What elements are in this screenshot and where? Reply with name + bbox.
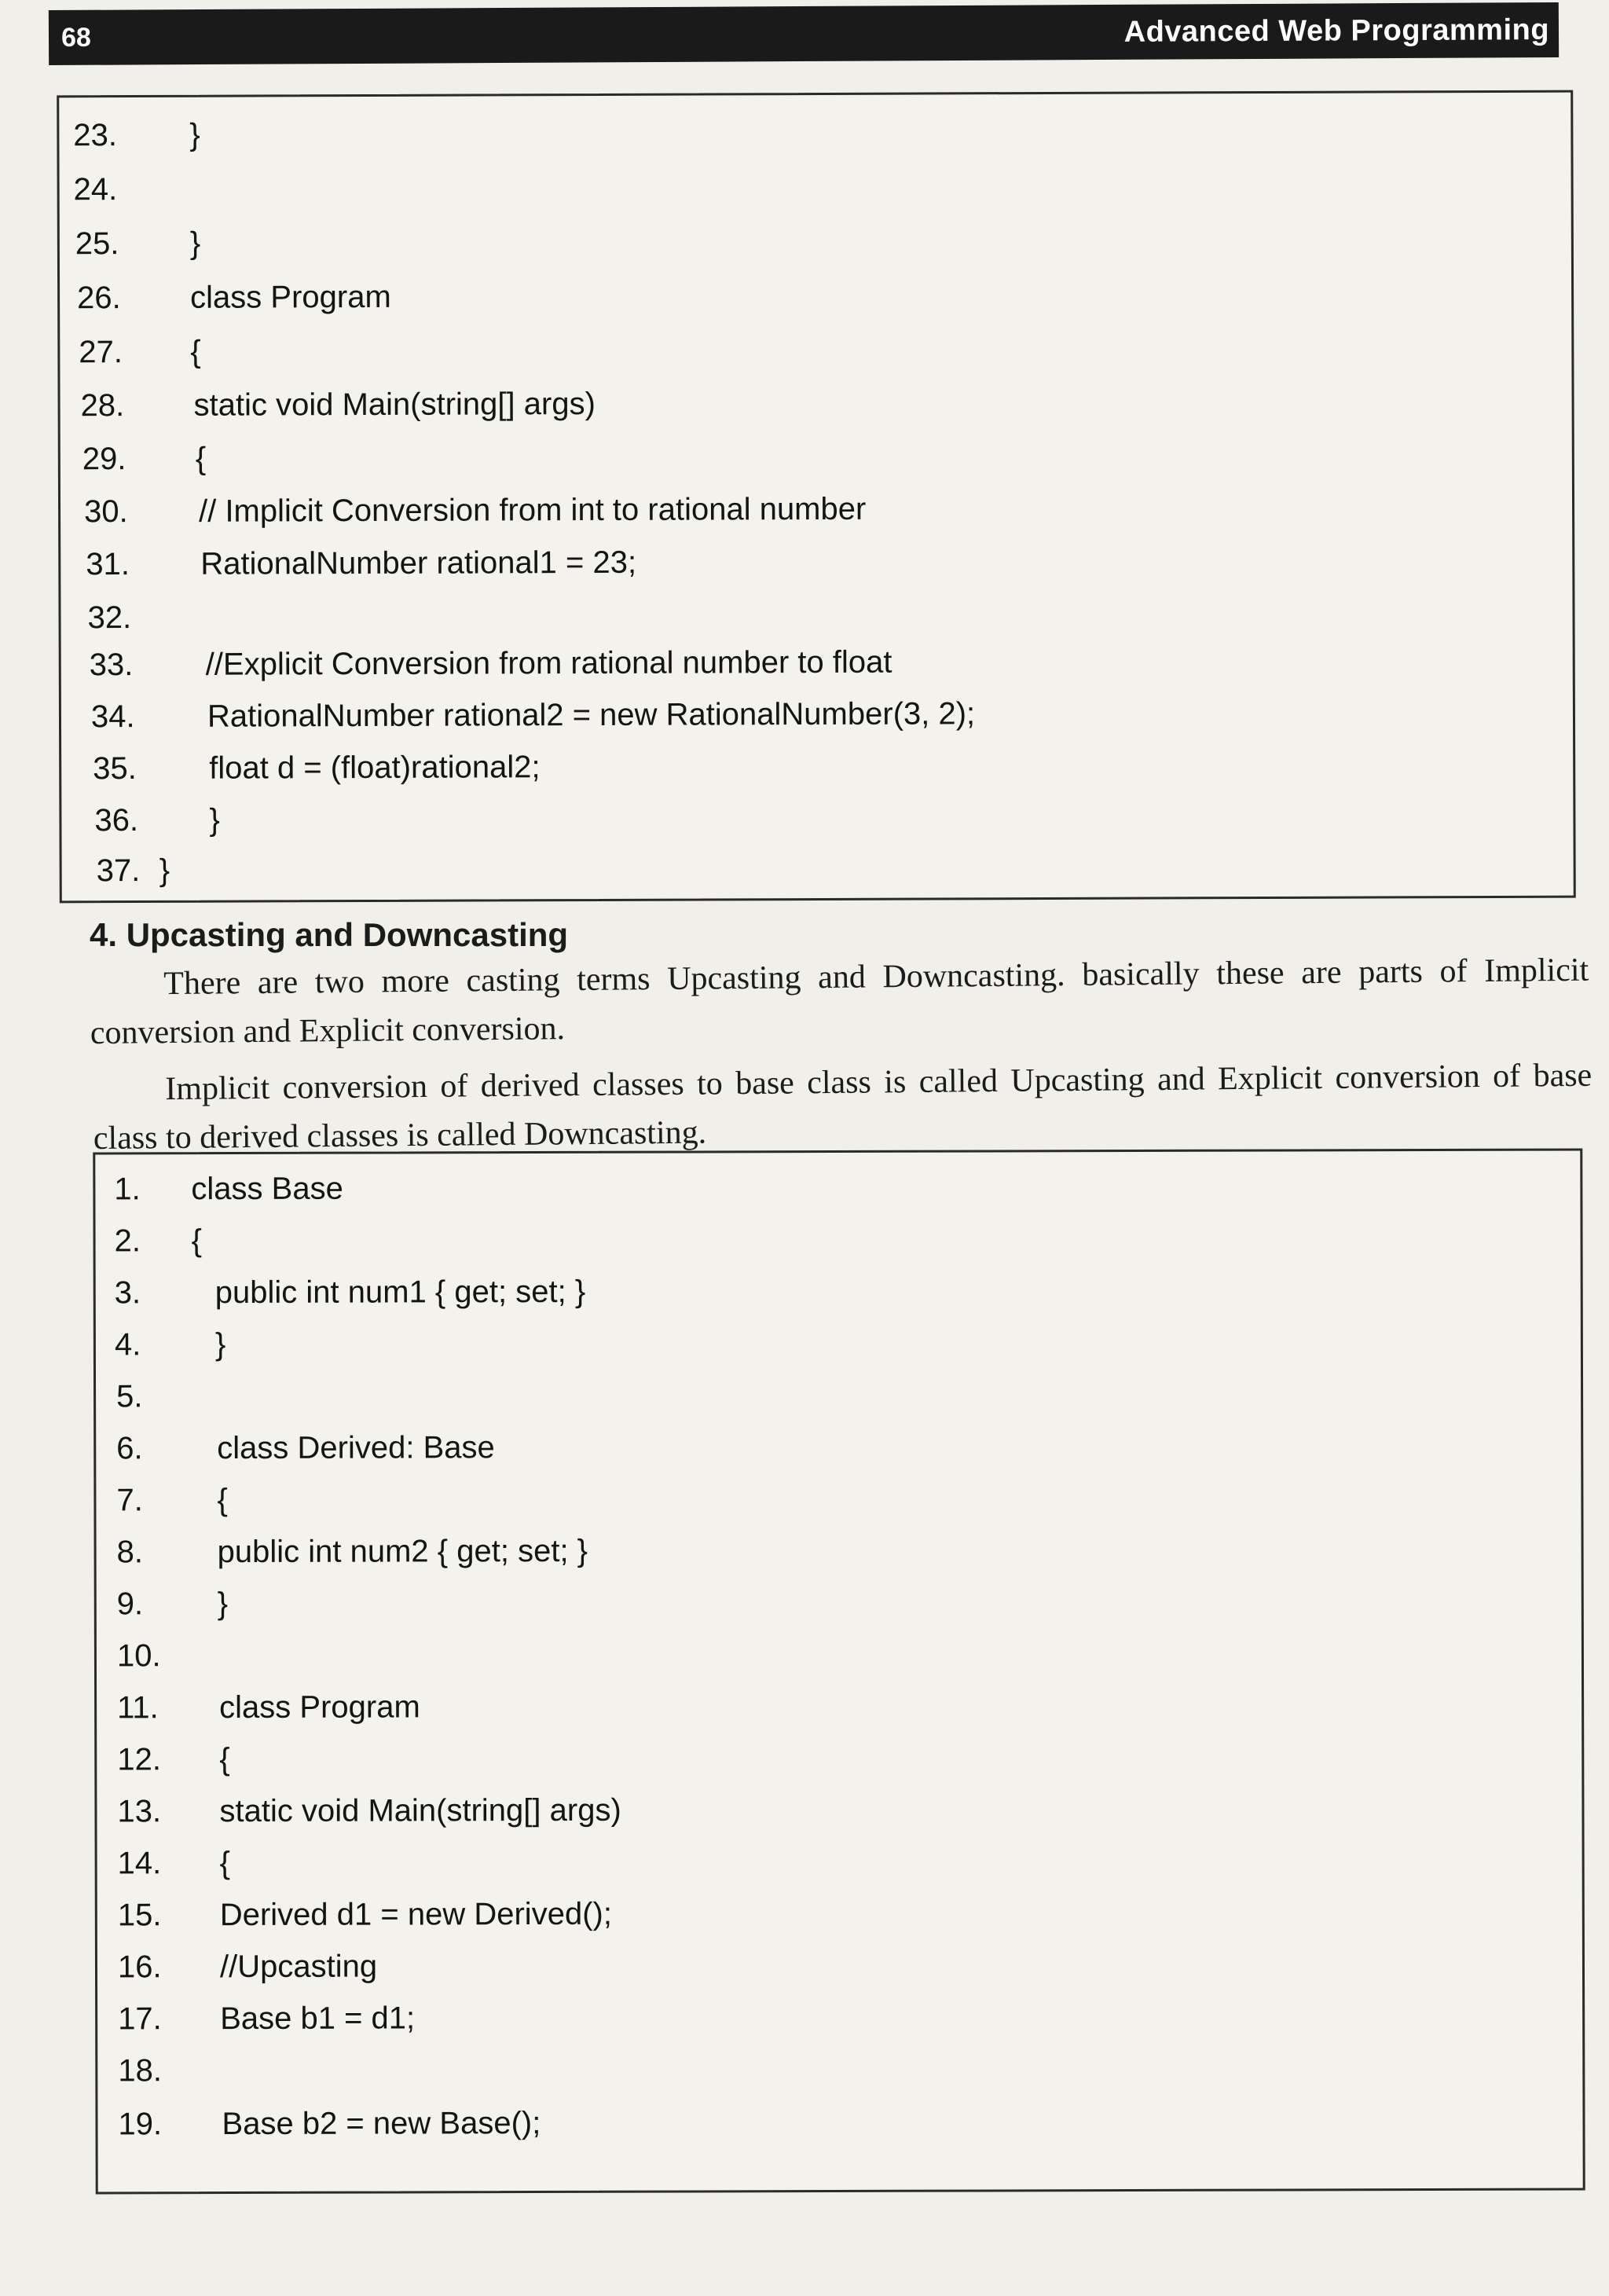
- code-text: }: [209, 802, 220, 838]
- line-number: 5.: [116, 1379, 143, 1414]
- code-line: [93, 750, 541, 787]
- line-number: 33.: [89, 647, 134, 683]
- line-number: 24.: [73, 172, 118, 207]
- code-line: [117, 1742, 229, 1777]
- code-text: static void Main(string[] args): [219, 1792, 621, 1829]
- code-line: [82, 442, 207, 478]
- line-number: 29.: [82, 442, 126, 477]
- code-line: [116, 1379, 217, 1414]
- line-number: 2.: [114, 1223, 141, 1259]
- code-text: Derived d1 = new Derived();: [219, 1896, 612, 1933]
- code-line: [79, 335, 201, 371]
- paragraph-intro: There are two more casting terms Upcasting and Downcasting. basically these are parts of Implicit conversion and Explicit conversion.: [90, 952, 1589, 1051]
- code-text: public int num1 { get; set; }: [214, 1274, 586, 1311]
- line-number: 27.: [79, 335, 123, 370]
- line-number: 26.: [77, 281, 121, 316]
- line-number: 37.: [96, 853, 141, 889]
- code-line: [115, 1223, 202, 1259]
- code-text: {: [219, 1846, 231, 1881]
- code-line: [94, 803, 220, 839]
- code-line: [75, 226, 201, 262]
- line-number: 14.: [117, 1846, 162, 1881]
- code-text: {: [217, 1483, 228, 1518]
- line-number: 28.: [80, 388, 125, 424]
- code-block-upcasting: [93, 1149, 1585, 2195]
- line-number: 7.: [116, 1483, 143, 1518]
- code-text: public int num2 { get; set; }: [217, 1533, 588, 1570]
- page-header: [49, 2, 1559, 65]
- line-number: 32.: [87, 600, 132, 636]
- code-line: [118, 2053, 220, 2089]
- code-text: }: [217, 1586, 229, 1622]
- page-number: 68: [60, 22, 91, 53]
- code-line: [90, 645, 892, 684]
- line-number: 19.: [118, 2107, 163, 2142]
- code-line: [77, 280, 391, 316]
- code-text: }: [189, 226, 201, 261]
- section-heading: 4. Upcasting and Downcasting: [90, 916, 569, 953]
- code-line: [81, 387, 596, 424]
- code-line: [97, 853, 170, 889]
- code-text: {: [191, 1223, 202, 1259]
- code-line: [115, 1327, 225, 1363]
- code-line: [118, 1846, 230, 1881]
- line-number: 1.: [114, 1172, 141, 1207]
- line-number: 25.: [75, 226, 119, 262]
- code-line: [73, 118, 200, 154]
- code-text: // Implicit Conversion from int to rational number: [198, 491, 867, 529]
- code-line: [117, 1793, 621, 1830]
- code-text: Base b2 = new Base();: [222, 2105, 541, 2142]
- code-text: {: [195, 441, 207, 476]
- code-text: static void Main(string[] args): [193, 386, 596, 423]
- code-text: }: [214, 1327, 226, 1363]
- line-number: 36.: [94, 803, 139, 838]
- code-text: class Program: [190, 279, 391, 315]
- line-number: 10.: [116, 1638, 161, 1674]
- code-line: [118, 2001, 415, 2037]
- code-line: [91, 696, 975, 735]
- code-line: [116, 1483, 227, 1518]
- code-text: }: [159, 853, 170, 888]
- code-text: class Base: [191, 1171, 343, 1207]
- code-text: {: [219, 1742, 230, 1777]
- line-number: 12.: [117, 1742, 161, 1777]
- code-line: [117, 1534, 588, 1571]
- line-number: 11.: [117, 1690, 159, 1726]
- code-line: [118, 1897, 612, 1934]
- code-line: [118, 1949, 377, 1986]
- line-number: 3.: [114, 1275, 141, 1311]
- code-line: [117, 1586, 228, 1622]
- line-number: 9.: [116, 1586, 144, 1622]
- code-line: [115, 1275, 586, 1311]
- code-text: RationalNumber rational1 = 23;: [200, 545, 637, 581]
- line-number: 34.: [90, 699, 135, 735]
- line-number: 6.: [116, 1431, 143, 1466]
- code-line: [117, 1638, 218, 1674]
- line-number: 13.: [117, 1794, 162, 1829]
- code-text: float d = (float)rational2;: [209, 750, 541, 786]
- code-line: [114, 1172, 343, 1208]
- line-number: 17.: [118, 2001, 162, 2037]
- line-number: 35.: [93, 751, 137, 787]
- code-line: [87, 600, 202, 636]
- line-number: 30.: [83, 494, 128, 530]
- code-line: [74, 172, 190, 208]
- code-text: //Upcasting: [219, 1949, 378, 1985]
- code-text: }: [189, 117, 200, 152]
- code-line: [84, 492, 866, 530]
- code-line: [116, 1430, 495, 1466]
- code-text: Base b1 = d1;: [220, 2001, 416, 2037]
- code-line: [118, 2106, 541, 2142]
- code-text: //Explicit Conversion from rational number to float: [205, 644, 892, 682]
- line-number: 18.: [118, 2053, 162, 2089]
- line-number: 16.: [117, 1949, 162, 1985]
- line-number: 4.: [114, 1327, 141, 1363]
- line-number: 8.: [116, 1535, 144, 1570]
- code-line: [117, 1689, 420, 1726]
- code-text: {: [190, 334, 201, 369]
- code-line: [86, 545, 636, 582]
- line-number: 31.: [86, 547, 130, 582]
- line-number: 15.: [117, 1898, 162, 1933]
- line-number: 23.: [73, 118, 118, 153]
- code-block-rational-conversion: [57, 90, 1576, 904]
- running-title: Advanced Web Programming: [1123, 13, 1550, 49]
- paragraph-definition: Implicit conversion of derived classes to base class is called Upcasting and Explicit conversion of base class to derived classes is called Downcasting.: [93, 1057, 1593, 1157]
- code-text: RationalNumber rational2 = new RationalNumber(3, 2);: [207, 696, 976, 734]
- code-text: class Program: [219, 1689, 420, 1726]
- code-text: class Derived: Base: [217, 1430, 495, 1466]
